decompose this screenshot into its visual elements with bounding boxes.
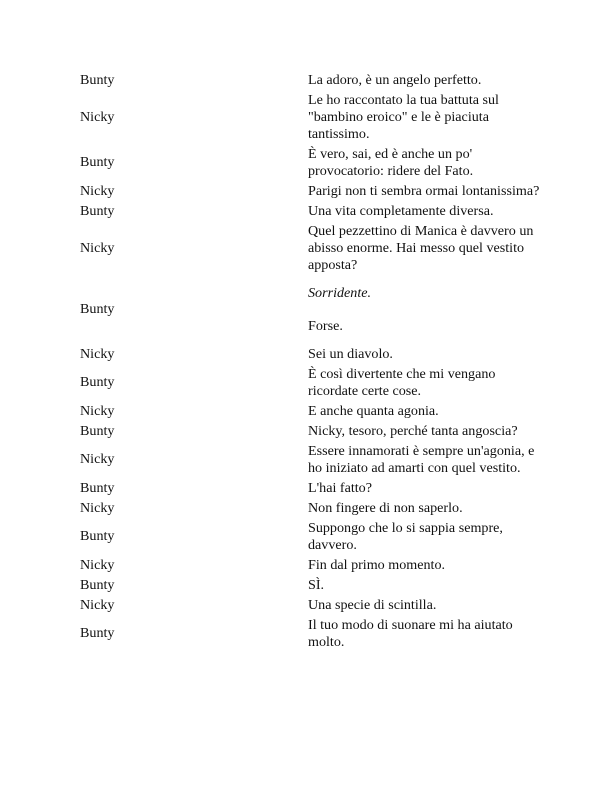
speaker-name: Nicky <box>80 108 115 125</box>
speaker-name: Bunty <box>80 422 115 439</box>
dialogue-row <box>72 90 540 144</box>
dialogue-row <box>72 201 540 221</box>
line-text: E anche quanta agonia. <box>308 402 439 419</box>
dialogue-line <box>308 70 540 90</box>
line-text: Non fingere di non saperlo. <box>308 499 463 516</box>
dialogue-row <box>72 221 540 275</box>
dialogue-row <box>72 595 540 615</box>
line-text: Nicky, tesoro, perché tanta angoscia? <box>308 422 518 439</box>
line-text: L'hai fatto? <box>308 479 372 496</box>
line-text: È così divertente che mi vengano ricordate certe cose. <box>308 365 496 399</box>
dialogue-row <box>72 615 540 652</box>
line-text: Una vita completamente diversa. <box>308 202 494 219</box>
dialogue-row <box>72 441 540 478</box>
dialogue-line <box>308 275 540 344</box>
speaker-name: Nicky <box>80 499 115 516</box>
line-text: Una specie di scintilla. <box>308 596 437 613</box>
dialogue-row <box>72 555 540 575</box>
speaker-name: Bunty <box>80 576 115 593</box>
speaker-name: Nicky <box>80 451 115 467</box>
line-text: È vero, sai, ed è anche un po' provocatorio: ridere del Fato. <box>308 145 474 179</box>
dialogue-line <box>308 555 540 575</box>
dialogue-line <box>308 344 540 364</box>
dialogue-row <box>72 344 540 364</box>
line-text: Essere innamorati è sempre un'agonia, e ho iniziato ad amarti con quel vestito. <box>308 442 535 476</box>
speaker-name: Bunty <box>80 374 115 390</box>
dialogue-line <box>308 401 540 421</box>
dialogue-row <box>72 478 540 498</box>
dialogue-line <box>308 441 540 478</box>
dialogue-table <box>72 70 540 652</box>
speaker-name: Bunty <box>80 301 115 317</box>
line-text: SÌ. <box>308 576 325 593</box>
dialogue-row <box>72 70 540 90</box>
speaker-name: Bunty <box>80 202 115 219</box>
speaker-name: Nicky <box>80 402 115 419</box>
line-text: Suppongo che lo si sappia sempre, davvero. <box>308 519 503 553</box>
dialogue-line <box>308 498 540 518</box>
dialogue-line <box>308 478 540 498</box>
dialogue-row <box>72 575 540 595</box>
speaker-name: Nicky <box>80 556 115 573</box>
line-text: La adoro, è un angelo perfetto. <box>308 71 482 88</box>
dialogue-row <box>72 401 540 421</box>
dialogue-line <box>308 221 540 275</box>
dialogue-line <box>308 364 540 401</box>
dialogue-row <box>72 518 540 555</box>
speaker-name: Bunty <box>80 479 115 496</box>
speaker-name: Bunty <box>80 625 115 641</box>
dialogue-line <box>308 595 540 615</box>
speaker-name: Nicky <box>80 239 115 256</box>
line-text: Forse. <box>308 317 343 334</box>
line-text: Le ho raccontato la tua battuta sul "bambino eroico" e le è piaciuta tantissimo. <box>308 91 499 142</box>
line-text: Quel pezzettino di Manica è davvero un abisso enorme. Hai messo quel vestito apposta? <box>308 222 534 273</box>
dialogue-line <box>308 144 540 181</box>
dialogue-row <box>72 181 540 201</box>
dialogue-row <box>72 421 540 441</box>
dialogue-line <box>308 615 540 652</box>
speaker-name: Bunty <box>80 154 115 170</box>
dialogue-row <box>72 498 540 518</box>
dialogue-line <box>308 201 540 221</box>
line-text: Fin dal primo momento. <box>308 556 446 573</box>
speaker-name: Nicky <box>80 182 115 199</box>
speaker-name: Bunty <box>80 528 115 544</box>
dialogue-line <box>308 518 540 555</box>
dialogue-line <box>308 181 540 201</box>
dialogue-row <box>72 144 540 181</box>
dialogue-line <box>308 90 540 144</box>
line-text: Il tuo modo di suonare mi ha aiutato molto. <box>308 616 513 650</box>
dialogue-row <box>72 364 540 401</box>
dialogue-body <box>72 70 540 652</box>
line-text: Parigi non ti sembra ormai lontanissima? <box>308 182 540 199</box>
line-text: Sei un diavolo. <box>308 345 393 362</box>
dialogue-row <box>72 275 540 344</box>
speaker-name: Nicky <box>80 596 115 613</box>
dialogue-line <box>308 575 540 595</box>
speaker-name: Bunty <box>80 71 115 88</box>
speaker-name: Nicky <box>80 345 115 362</box>
stage-direction: Sorridente. <box>308 284 372 301</box>
dialogue-line <box>308 421 540 441</box>
